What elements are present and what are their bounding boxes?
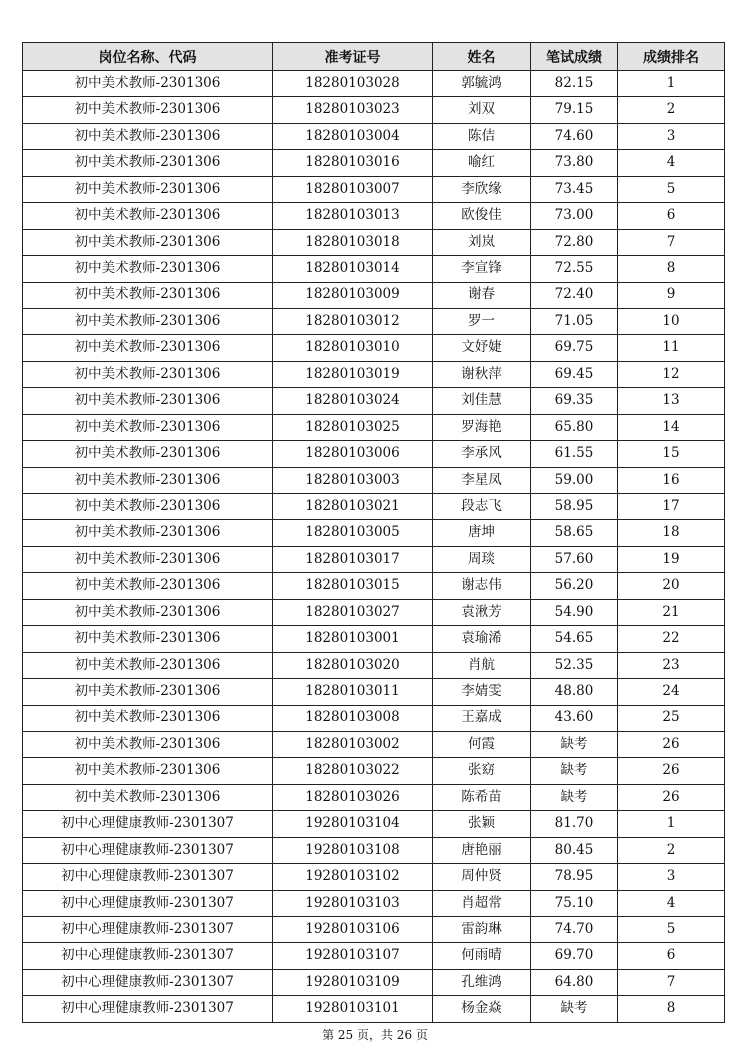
cell-position: 初中心理健康教师-2301307	[23, 969, 273, 995]
cell-rank: 16	[618, 467, 725, 493]
cell-name: 杨金焱	[433, 996, 531, 1022]
cell-position: 初中美术教师-2301306	[23, 335, 273, 361]
cell-exam-number: 18280103008	[273, 705, 433, 731]
cell-score: 缺考	[531, 758, 618, 784]
table-header-row	[23, 43, 725, 71]
table-row	[23, 996, 725, 1022]
cell-exam-number: 19280103102	[273, 864, 433, 890]
table-row	[23, 123, 725, 149]
cell-name: 李星凤	[433, 467, 531, 493]
table-row	[23, 969, 725, 995]
cell-rank: 11	[618, 335, 725, 361]
table-row	[23, 414, 725, 440]
cell-rank: 26	[618, 758, 725, 784]
table-body	[23, 71, 725, 1023]
cell-rank: 19	[618, 546, 725, 572]
cell-name: 李宣锋	[433, 256, 531, 282]
table-row	[23, 150, 725, 176]
header-exam-number: 准考证号	[273, 43, 433, 71]
cell-rank: 17	[618, 494, 725, 520]
cell-exam-number: 18280103007	[273, 176, 433, 202]
cell-name: 张窈	[433, 758, 531, 784]
cell-rank: 14	[618, 414, 725, 440]
cell-score: 81.70	[531, 811, 618, 837]
cell-rank: 7	[618, 969, 725, 995]
cell-position: 初中美术教师-2301306	[23, 150, 273, 176]
cell-name: 李欣缘	[433, 176, 531, 202]
header-name: 姓名	[433, 43, 531, 71]
table-row	[23, 811, 725, 837]
cell-rank: 25	[618, 705, 725, 731]
cell-score: 58.65	[531, 520, 618, 546]
cell-name: 周仲贤	[433, 864, 531, 890]
table-row	[23, 917, 725, 943]
table-row	[23, 494, 725, 520]
cell-name: 肖航	[433, 652, 531, 678]
cell-rank: 6	[618, 203, 725, 229]
cell-name: 刘双	[433, 97, 531, 123]
cell-name: 张颖	[433, 811, 531, 837]
cell-exam-number: 19280103107	[273, 943, 433, 969]
header-rank: 成绩排名	[618, 43, 725, 71]
cell-score: 69.45	[531, 361, 618, 387]
table-row	[23, 943, 725, 969]
cell-exam-number: 18280103011	[273, 679, 433, 705]
cell-name: 欧俊佳	[433, 203, 531, 229]
cell-position: 初中美术教师-2301306	[23, 758, 273, 784]
cell-rank: 9	[618, 282, 725, 308]
cell-name: 王嘉成	[433, 705, 531, 731]
cell-score: 74.70	[531, 917, 618, 943]
cell-score: 73.80	[531, 150, 618, 176]
cell-score: 缺考	[531, 784, 618, 810]
cell-exam-number: 19280103109	[273, 969, 433, 995]
cell-position: 初中心理健康教师-2301307	[23, 890, 273, 916]
cell-score: 80.45	[531, 837, 618, 863]
cell-score: 73.00	[531, 203, 618, 229]
cell-position: 初中美术教师-2301306	[23, 308, 273, 334]
cell-name: 段志飞	[433, 494, 531, 520]
cell-position: 初中美术教师-2301306	[23, 97, 273, 123]
cell-name: 陈希苗	[433, 784, 531, 810]
table-row	[23, 97, 725, 123]
cell-exam-number: 18280103015	[273, 573, 433, 599]
cell-position: 初中美术教师-2301306	[23, 203, 273, 229]
cell-exam-number: 18280103004	[273, 123, 433, 149]
table-row	[23, 256, 725, 282]
cell-rank: 1	[618, 71, 725, 97]
cell-name: 何霞	[433, 731, 531, 757]
cell-score: 64.80	[531, 969, 618, 995]
cell-score: 57.60	[531, 546, 618, 572]
cell-score: 48.80	[531, 679, 618, 705]
cell-score: 78.95	[531, 864, 618, 890]
table-row	[23, 176, 725, 202]
cell-name: 刘岚	[433, 229, 531, 255]
cell-position: 初中心理健康教师-2301307	[23, 811, 273, 837]
cell-score: 75.10	[531, 890, 618, 916]
cell-exam-number: 18280103003	[273, 467, 433, 493]
cell-name: 周琰	[433, 546, 531, 572]
cell-exam-number: 18280103024	[273, 388, 433, 414]
cell-position: 初中美术教师-2301306	[23, 573, 273, 599]
cell-rank: 3	[618, 864, 725, 890]
cell-exam-number: 18280103023	[273, 97, 433, 123]
cell-score: 71.05	[531, 308, 618, 334]
cell-exam-number: 18280103014	[273, 256, 433, 282]
cell-exam-number: 19280103108	[273, 837, 433, 863]
cell-rank: 5	[618, 917, 725, 943]
cell-position: 初中美术教师-2301306	[23, 652, 273, 678]
cell-position: 初中心理健康教师-2301307	[23, 864, 273, 890]
cell-position: 初中美术教师-2301306	[23, 123, 273, 149]
cell-rank: 3	[618, 123, 725, 149]
table-row	[23, 626, 725, 652]
cell-position: 初中心理健康教师-2301307	[23, 996, 273, 1022]
cell-rank: 4	[618, 890, 725, 916]
cell-rank: 21	[618, 599, 725, 625]
cell-position: 初中心理健康教师-2301307	[23, 943, 273, 969]
table-row	[23, 731, 725, 757]
cell-score: 82.15	[531, 71, 618, 97]
cell-exam-number: 18280103017	[273, 546, 433, 572]
cell-exam-number: 18280103022	[273, 758, 433, 784]
cell-exam-number: 18280103006	[273, 441, 433, 467]
table-row	[23, 203, 725, 229]
table-row	[23, 705, 725, 731]
cell-exam-number: 18280103020	[273, 652, 433, 678]
cell-position: 初中美术教师-2301306	[23, 467, 273, 493]
cell-position: 初中美术教师-2301306	[23, 705, 273, 731]
cell-rank: 6	[618, 943, 725, 969]
cell-exam-number: 19280103103	[273, 890, 433, 916]
cell-position: 初中美术教师-2301306	[23, 229, 273, 255]
cell-position: 初中心理健康教师-2301307	[23, 837, 273, 863]
cell-position: 初中美术教师-2301306	[23, 441, 273, 467]
cell-name: 唐坤	[433, 520, 531, 546]
table-row	[23, 679, 725, 705]
cell-name: 刘佳慧	[433, 388, 531, 414]
cell-rank: 10	[618, 308, 725, 334]
cell-score: 69.35	[531, 388, 618, 414]
cell-rank: 26	[618, 731, 725, 757]
table-row	[23, 361, 725, 387]
cell-name: 袁瑜浠	[433, 626, 531, 652]
table-row	[23, 520, 725, 546]
cell-score: 73.45	[531, 176, 618, 202]
cell-score: 72.55	[531, 256, 618, 282]
cell-rank: 8	[618, 996, 725, 1022]
cell-score: 缺考	[531, 731, 618, 757]
cell-name: 孔维鸿	[433, 969, 531, 995]
table-row	[23, 335, 725, 361]
cell-score: 61.55	[531, 441, 618, 467]
cell-exam-number: 18280103010	[273, 335, 433, 361]
table-row	[23, 652, 725, 678]
cell-position: 初中美术教师-2301306	[23, 388, 273, 414]
cell-score: 72.80	[531, 229, 618, 255]
cell-exam-number: 18280103021	[273, 494, 433, 520]
table-row	[23, 758, 725, 784]
table-row	[23, 890, 725, 916]
cell-rank: 24	[618, 679, 725, 705]
table-row	[23, 864, 725, 890]
cell-name: 文妤婕	[433, 335, 531, 361]
cell-position: 初中美术教师-2301306	[23, 599, 273, 625]
cell-exam-number: 18280103018	[273, 229, 433, 255]
cell-score: 43.60	[531, 705, 618, 731]
cell-rank: 12	[618, 361, 725, 387]
cell-exam-number: 18280103026	[273, 784, 433, 810]
cell-name: 罗一	[433, 308, 531, 334]
cell-exam-number: 18280103001	[273, 626, 433, 652]
cell-name: 雷韵琳	[433, 917, 531, 943]
cell-name: 袁湫芳	[433, 599, 531, 625]
page-footer: 第 25 页，共 26 页	[322, 1028, 428, 1042]
table-row	[23, 282, 725, 308]
cell-score: 56.20	[531, 573, 618, 599]
cell-rank: 15	[618, 441, 725, 467]
cell-name: 谢秋萍	[433, 361, 531, 387]
cell-exam-number: 18280103025	[273, 414, 433, 440]
cell-exam-number: 18280103012	[273, 308, 433, 334]
cell-name: 陈佶	[433, 123, 531, 149]
table-row	[23, 229, 725, 255]
cell-name: 谢志伟	[433, 573, 531, 599]
cell-name: 罗海艳	[433, 414, 531, 440]
cell-exam-number: 19280103106	[273, 917, 433, 943]
cell-exam-number: 19280103101	[273, 996, 433, 1022]
cell-position: 初中美术教师-2301306	[23, 546, 273, 572]
cell-position: 初中美术教师-2301306	[23, 71, 273, 97]
table-row	[23, 573, 725, 599]
table-row	[23, 467, 725, 493]
cell-position: 初中美术教师-2301306	[23, 494, 273, 520]
cell-rank: 22	[618, 626, 725, 652]
header-score: 笔试成绩	[531, 43, 618, 71]
cell-position: 初中美术教师-2301306	[23, 256, 273, 282]
cell-score: 52.35	[531, 652, 618, 678]
cell-name: 谢春	[433, 282, 531, 308]
cell-exam-number: 18280103028	[273, 71, 433, 97]
cell-name: 李婧雯	[433, 679, 531, 705]
cell-score: 59.00	[531, 467, 618, 493]
cell-exam-number: 18280103027	[273, 599, 433, 625]
cell-score: 72.40	[531, 282, 618, 308]
cell-rank: 5	[618, 176, 725, 202]
cell-rank: 13	[618, 388, 725, 414]
cell-exam-number: 18280103005	[273, 520, 433, 546]
cell-name: 肖超常	[433, 890, 531, 916]
cell-score: 74.60	[531, 123, 618, 149]
cell-rank: 20	[618, 573, 725, 599]
cell-exam-number: 19280103104	[273, 811, 433, 837]
cell-name: 李承风	[433, 441, 531, 467]
cell-position: 初中美术教师-2301306	[23, 626, 273, 652]
cell-position: 初中心理健康教师-2301307	[23, 917, 273, 943]
table-row	[23, 837, 725, 863]
cell-position: 初中美术教师-2301306	[23, 282, 273, 308]
cell-exam-number: 18280103019	[273, 361, 433, 387]
cell-rank: 1	[618, 811, 725, 837]
table-row	[23, 546, 725, 572]
cell-rank: 7	[618, 229, 725, 255]
cell-score: 54.65	[531, 626, 618, 652]
cell-name: 郭毓鸿	[433, 71, 531, 97]
cell-position: 初中美术教师-2301306	[23, 414, 273, 440]
cell-rank: 2	[618, 97, 725, 123]
header-position: 岗位名称、代码	[23, 43, 273, 71]
cell-rank: 4	[618, 150, 725, 176]
cell-rank: 2	[618, 837, 725, 863]
cell-score: 69.75	[531, 335, 618, 361]
cell-score: 65.80	[531, 414, 618, 440]
cell-exam-number: 18280103016	[273, 150, 433, 176]
cell-position: 初中美术教师-2301306	[23, 679, 273, 705]
cell-score: 69.70	[531, 943, 618, 969]
cell-rank: 26	[618, 784, 725, 810]
cell-score: 58.95	[531, 494, 618, 520]
table-row	[23, 441, 725, 467]
cell-rank: 18	[618, 520, 725, 546]
cell-exam-number: 18280103002	[273, 731, 433, 757]
cell-score: 缺考	[531, 996, 618, 1022]
cell-exam-number: 18280103013	[273, 203, 433, 229]
table-row	[23, 71, 725, 97]
cell-score: 54.90	[531, 599, 618, 625]
cell-exam-number: 18280103009	[273, 282, 433, 308]
cell-score: 79.15	[531, 97, 618, 123]
cell-name: 唐艳丽	[433, 837, 531, 863]
cell-rank: 23	[618, 652, 725, 678]
score-table	[22, 42, 725, 1023]
table-row	[23, 784, 725, 810]
table-row	[23, 388, 725, 414]
table-row	[23, 599, 725, 625]
cell-position: 初中美术教师-2301306	[23, 520, 273, 546]
cell-position: 初中美术教师-2301306	[23, 784, 273, 810]
cell-position: 初中美术教师-2301306	[23, 731, 273, 757]
cell-name: 喻红	[433, 150, 531, 176]
cell-position: 初中美术教师-2301306	[23, 361, 273, 387]
cell-rank: 8	[618, 256, 725, 282]
cell-position: 初中美术教师-2301306	[23, 176, 273, 202]
cell-name: 何雨晴	[433, 943, 531, 969]
table-row	[23, 308, 725, 334]
